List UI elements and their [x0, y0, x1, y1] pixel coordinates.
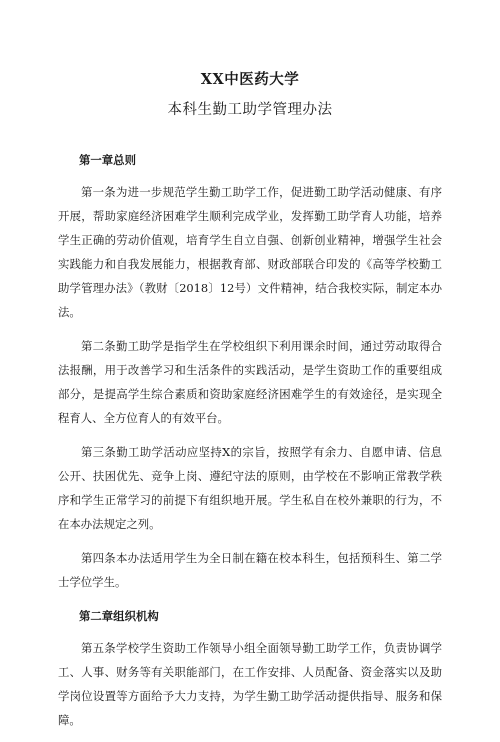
document-title-block — [0, 70, 500, 120]
article-4: 第四条本办法适用学生为全日制在籍在校本科生，包括预科生、第二学士学位学生。 — [58, 551, 442, 589]
university-name: XX中医药大学 — [200, 71, 300, 88]
article-2: 第二条勤工助学是指学生在学校组织下利用课余时间，通过劳动取得合法报酬，用于改善学习和生活条件的实践活动，是学生资助工作的重要组成部分，是提高学生综合素质和资助家庭经济困难学生的有效途径，是实现全程育人、全方位育人的有效平台。 — [58, 339, 442, 425]
article-1: 第一条为进一步规范学生勤工助学工作，促进勤工助学活动健康、有序开展，帮助家庭经济困难学生顺利完成学业，发挥勤工助学育人功能，培养学生正确的劳动价值观，培育学生自立自强、创新创业精神，增强学生社会实践能力和自我发展能力，根据教育部、财政部联合印发的《高等学校勤工助学管理办法》（教财〔2018〕12号）文件精神，结合我校实际，制定本办法。 — [58, 185, 442, 319]
document-body — [58, 148, 442, 742]
chapter-heading-2: 第二章组织机构 — [79, 609, 159, 623]
chapter-heading-1: 第一章总则 — [79, 153, 136, 167]
article-3: 第三条勤工助学活动应坚持X的宗旨，按照学有余力、自愿申请、信息公开、扶困优先、竞争上岗、遵纪守法的原则，由学校在不影响正常教学秩序和学生正常学习的前提下有组织地开展。学生私自在校外兼职的行为，不在本办法规定之列。 — [58, 445, 442, 531]
document-title: 本科生勤工助学管理办法 — [167, 102, 333, 118]
article-5: 第五条学校学生资助工作领导小组全面领导勤工助学工作，负责协调学工、人事、财务等有关职能部门，在工作安排、人员配备、资金落实以及助学岗位设置等方面给予大力支持，为学生勤工助学活动提供指导、服务和保障。 — [58, 641, 442, 727]
